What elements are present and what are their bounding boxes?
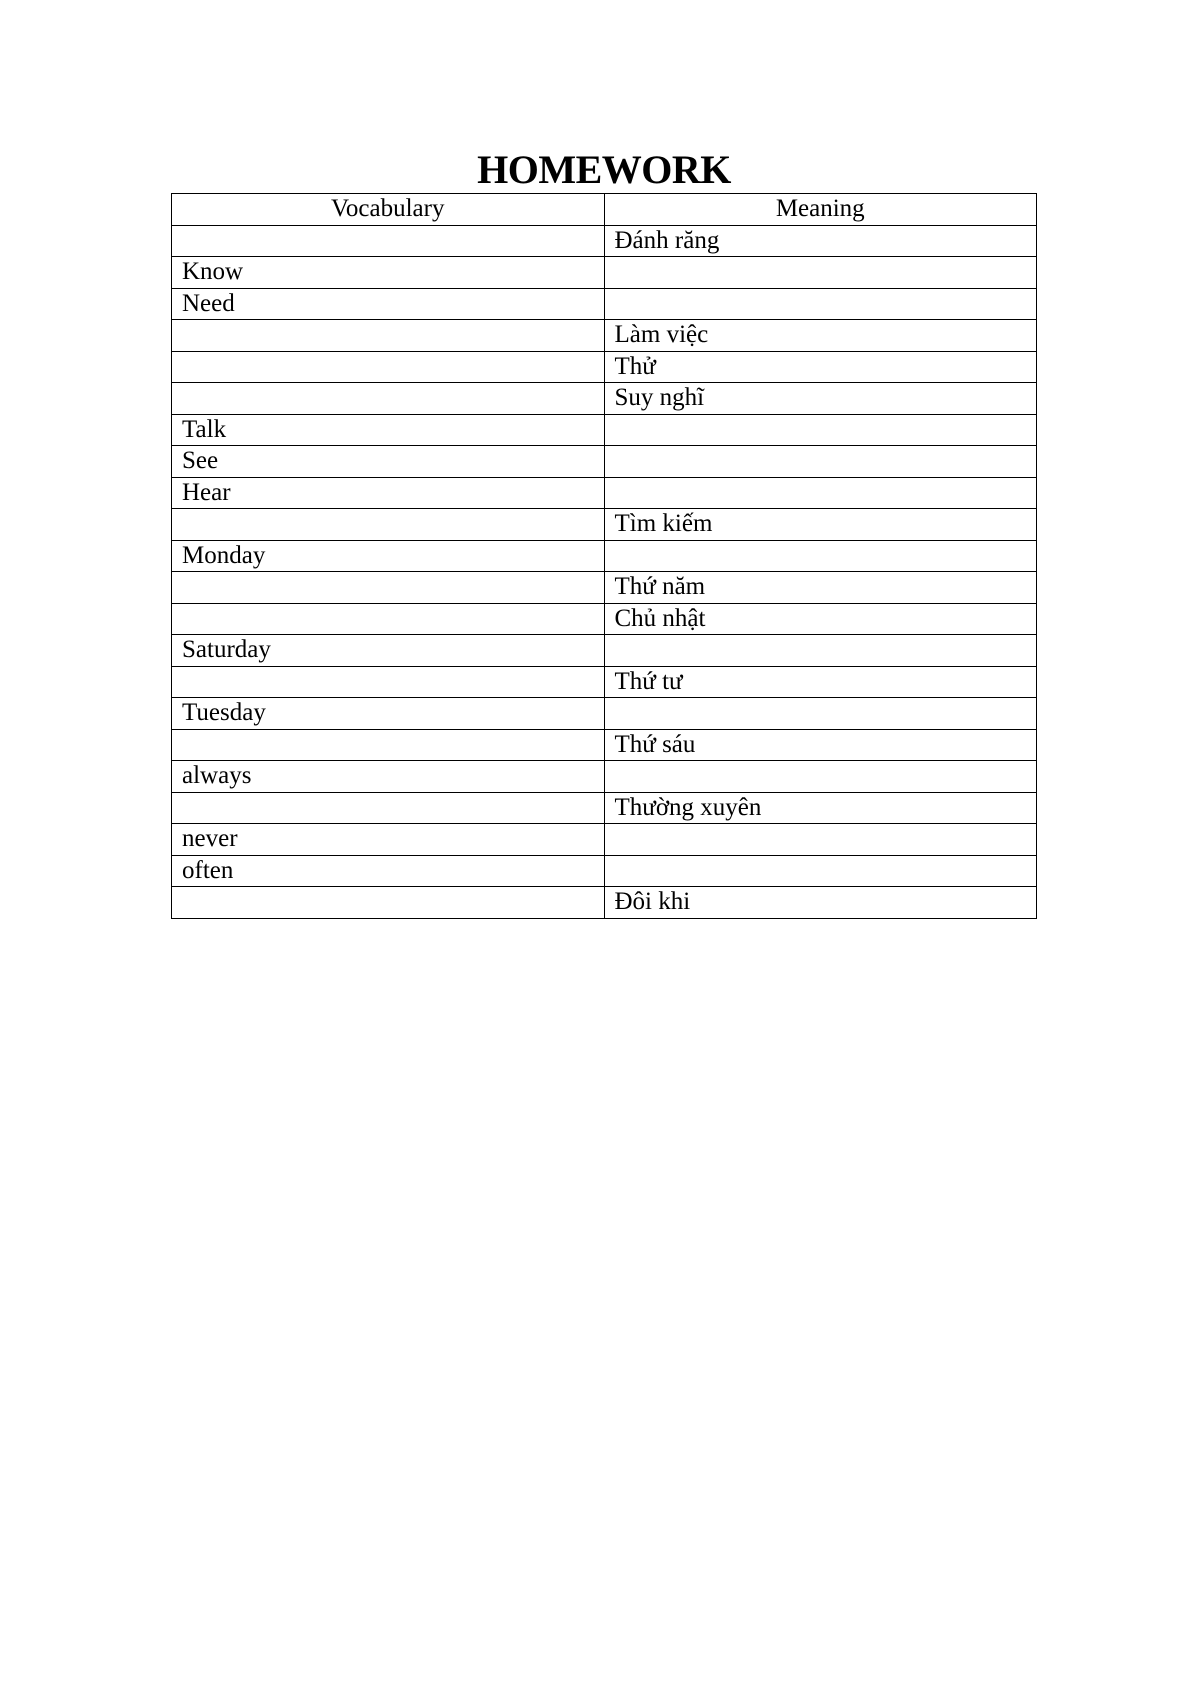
meaning-cell: Thứ sáu xyxy=(604,729,1037,761)
table-row xyxy=(172,761,1037,793)
meaning-cell xyxy=(604,257,1037,289)
meaning-cell xyxy=(604,540,1037,572)
meaning-cell: Thường xuyên xyxy=(604,792,1037,824)
vocabulary-cell xyxy=(172,792,605,824)
meaning-cell: Đôi khi xyxy=(604,887,1037,919)
vocabulary-cell: Need xyxy=(172,288,605,320)
meaning-cell xyxy=(604,288,1037,320)
table-row xyxy=(172,729,1037,761)
table-row xyxy=(172,477,1037,509)
table-row xyxy=(172,320,1037,352)
vocabulary-cell xyxy=(172,509,605,541)
meaning-cell xyxy=(604,635,1037,667)
meaning-cell xyxy=(604,824,1037,856)
vocabulary-cell: Tuesday xyxy=(172,698,605,730)
table-row xyxy=(172,383,1037,415)
table-row xyxy=(172,446,1037,478)
vocabulary-cell: often xyxy=(172,855,605,887)
meaning-cell xyxy=(604,477,1037,509)
meaning-cell: Chủ nhật xyxy=(604,603,1037,635)
meaning-cell: Đánh răng xyxy=(604,225,1037,257)
vocabulary-cell xyxy=(172,383,605,415)
table-row xyxy=(172,288,1037,320)
vocabulary-cell xyxy=(172,225,605,257)
table-row xyxy=(172,540,1037,572)
vocabulary-cell: always xyxy=(172,761,605,793)
vocabulary-cell xyxy=(172,666,605,698)
vocabulary-column-header: Vocabulary xyxy=(172,194,605,226)
meaning-cell: Suy nghĩ xyxy=(604,383,1037,415)
meaning-cell: Thứ năm xyxy=(604,572,1037,604)
meaning-cell xyxy=(604,855,1037,887)
vocabulary-cell xyxy=(172,572,605,604)
page-title: HOMEWORK xyxy=(477,147,731,192)
table-row xyxy=(172,887,1037,919)
table-row xyxy=(172,225,1037,257)
vocabulary-cell: Talk xyxy=(172,414,605,446)
vocabulary-cell xyxy=(172,351,605,383)
table-row xyxy=(172,792,1037,824)
vocabulary-cell: Monday xyxy=(172,540,605,572)
table-row xyxy=(172,824,1037,856)
meaning-cell xyxy=(604,761,1037,793)
meaning-cell: Thử xyxy=(604,351,1037,383)
table-row xyxy=(172,603,1037,635)
vocabulary-cell: Saturday xyxy=(172,635,605,667)
table-header-row xyxy=(172,194,1037,226)
vocabulary-cell: Hear xyxy=(172,477,605,509)
table-row xyxy=(172,855,1037,887)
table-row xyxy=(172,509,1037,541)
table-row xyxy=(172,635,1037,667)
table-row xyxy=(172,414,1037,446)
meaning-cell: Tìm kiếm xyxy=(604,509,1037,541)
table-row xyxy=(172,698,1037,730)
meaning-cell: Làm việc xyxy=(604,320,1037,352)
meaning-column-header: Meaning xyxy=(604,194,1037,226)
meaning-cell: Thứ tư xyxy=(604,666,1037,698)
vocabulary-cell xyxy=(172,729,605,761)
table-row xyxy=(172,572,1037,604)
vocabulary-table xyxy=(171,193,1037,919)
meaning-cell xyxy=(604,446,1037,478)
vocabulary-cell: never xyxy=(172,824,605,856)
table-row xyxy=(172,666,1037,698)
meaning-cell xyxy=(604,414,1037,446)
meaning-cell xyxy=(604,698,1037,730)
vocabulary-cell xyxy=(172,320,605,352)
vocabulary-cell xyxy=(172,603,605,635)
table-row xyxy=(172,257,1037,289)
table-row xyxy=(172,351,1037,383)
vocabulary-cell: Know xyxy=(172,257,605,289)
table-body xyxy=(172,225,1037,918)
vocabulary-cell: See xyxy=(172,446,605,478)
vocabulary-cell xyxy=(172,887,605,919)
